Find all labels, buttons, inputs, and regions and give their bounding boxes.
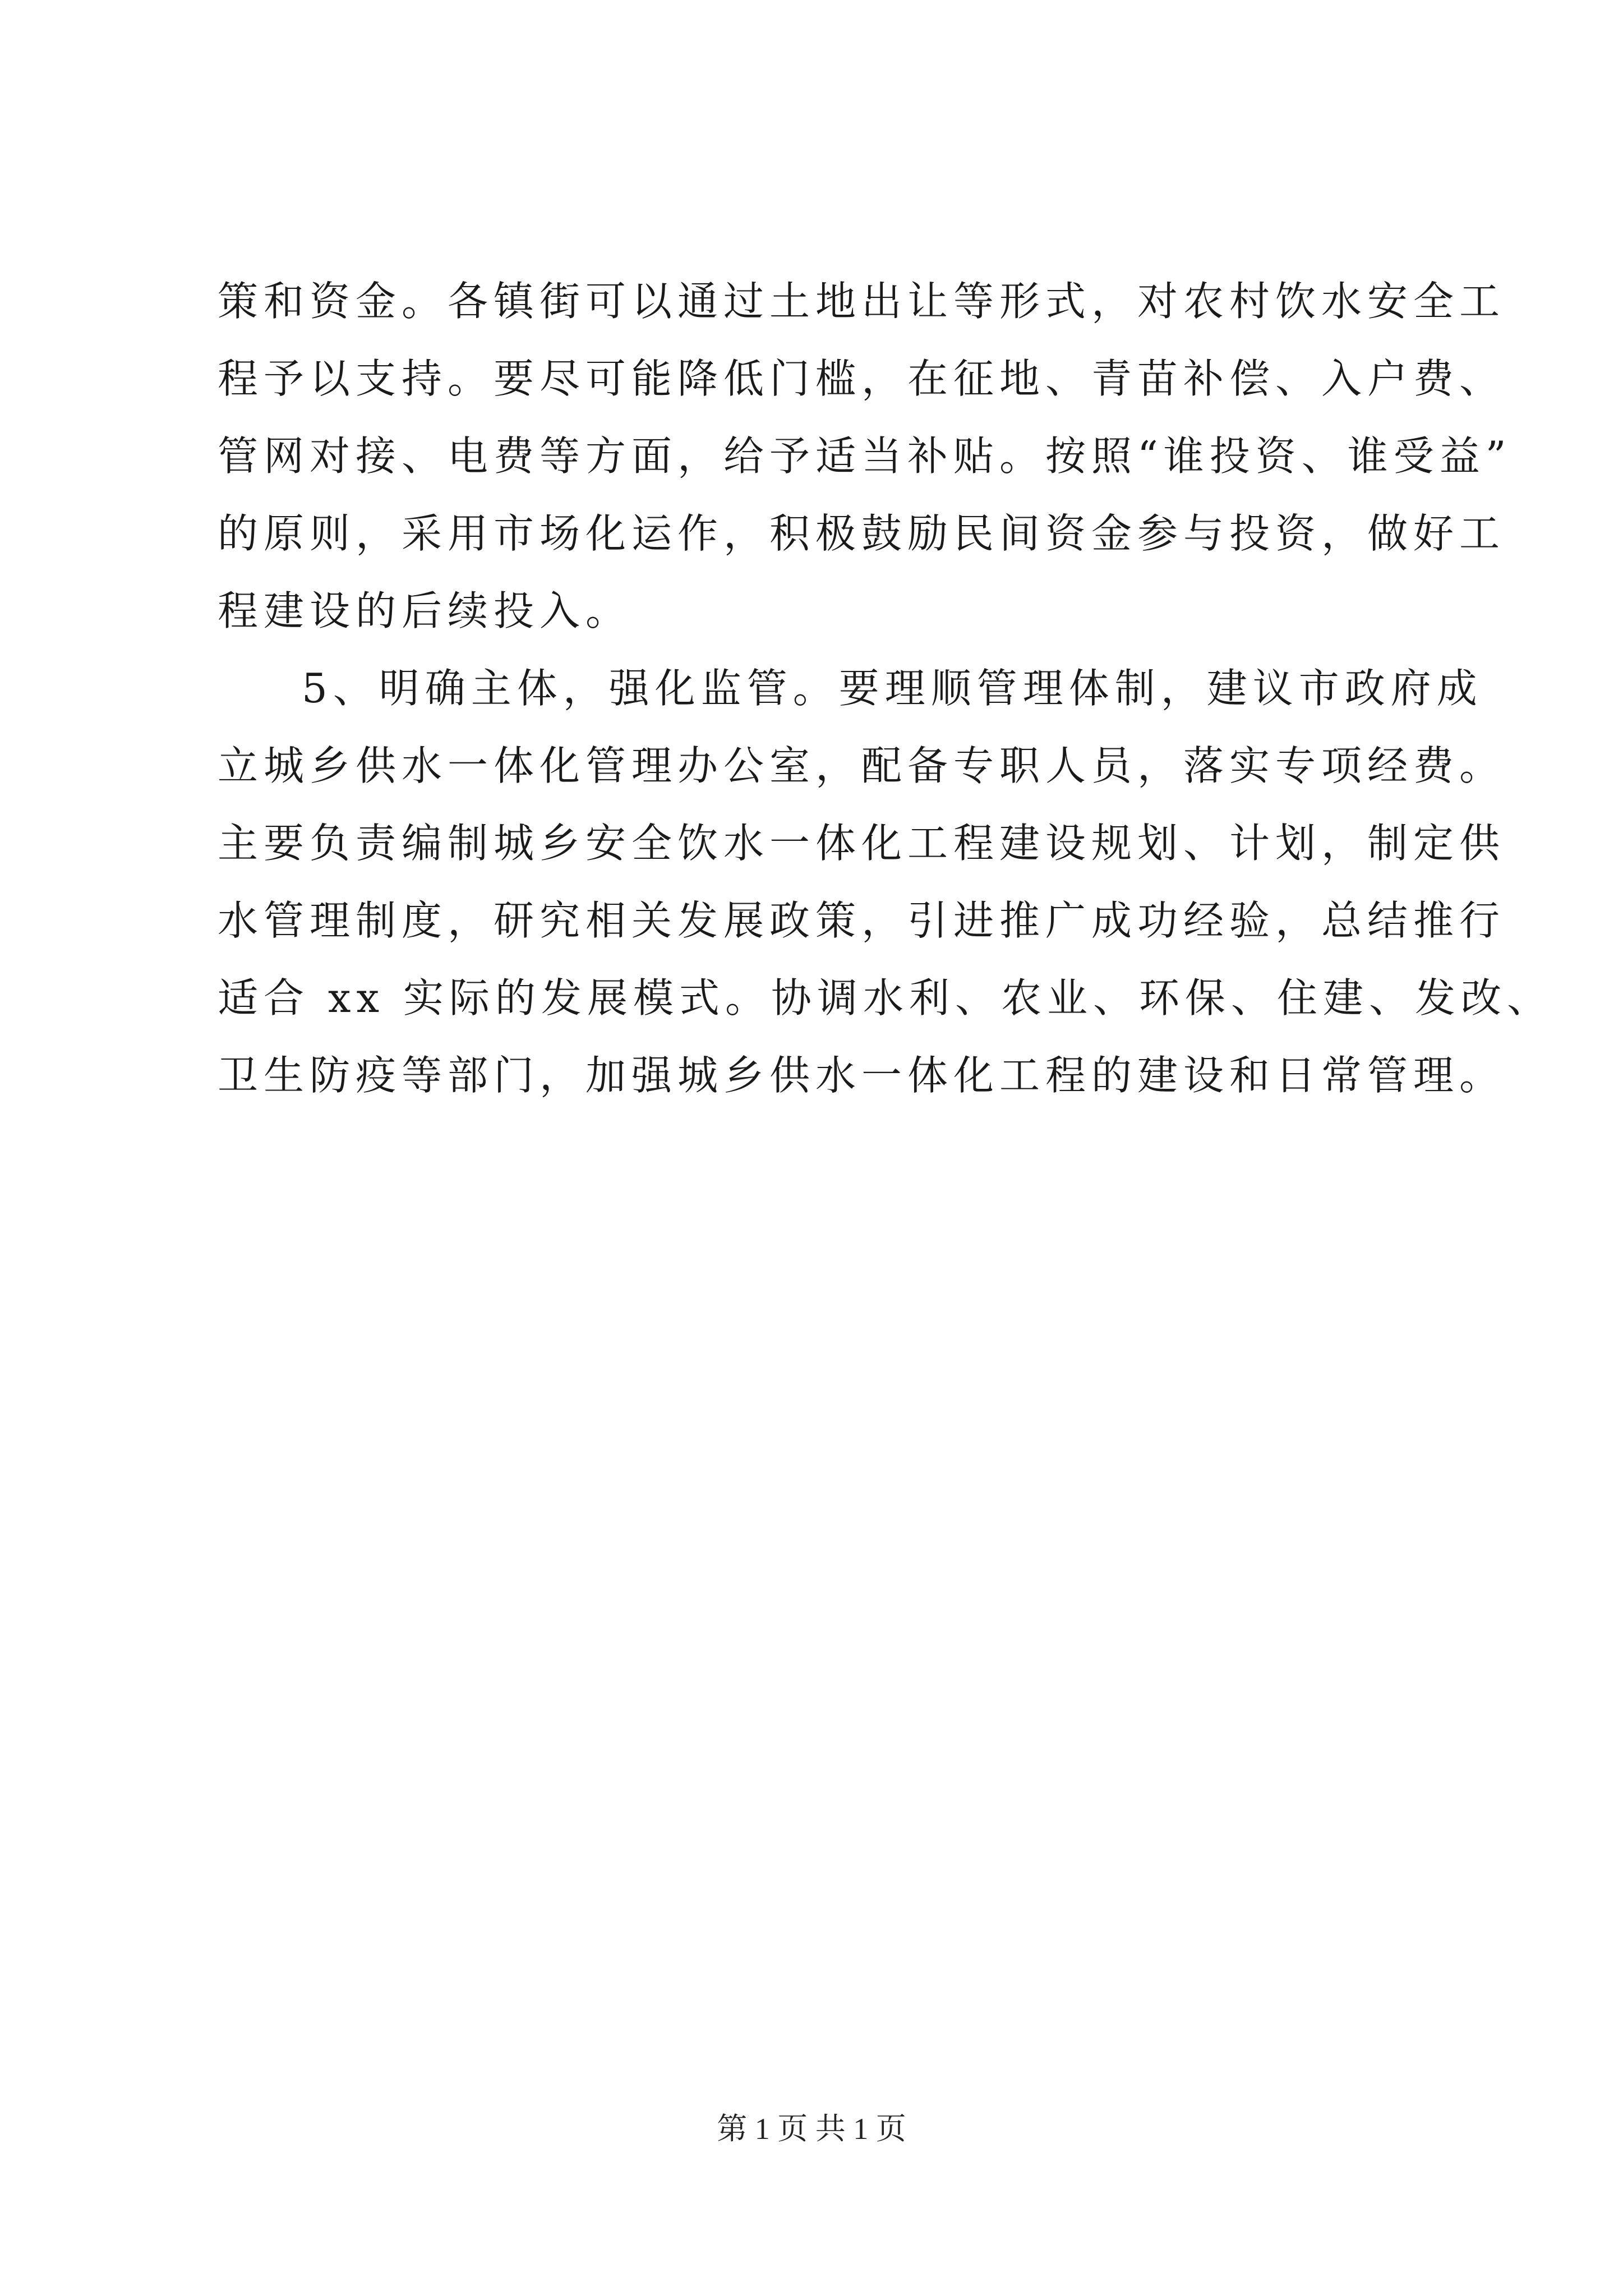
paragraph-funding <box>218 263 1512 650</box>
text-line: 5、明确主体，强化监管。要理顺管理体制，建议市政府成 <box>302 665 1483 712</box>
text-line: 的原则，采用市场化运作，积极鼓励民间资金参与投资，做好工 <box>218 510 1506 557</box>
text-line: 策和资金。各镇街可以通过土地出让等形式，对农村饮水安全工 <box>218 278 1506 325</box>
text-line: 卫生防疫等部门，加强城乡供水一体化工程的建设和日常管理。 <box>218 1052 1506 1099</box>
text-line: 程予以支持。要尽可能降低门槛，在征地、青苗补偿、入户费、 <box>218 355 1506 402</box>
text-line: 适合 xx 实际的发展模式。协调水利、农业、环保、住建、发改、 <box>218 974 1553 1022</box>
text-line: 立城乡供水一体化管理办公室，配备专职人员，落实专项经费。 <box>218 742 1506 789</box>
text-line: 主要负责编制城乡安全饮水一体化工程建设规划、计划，制定供 <box>218 820 1506 867</box>
text-line: 水管理制度，研究相关发展政策，引进推广成功经验，总结推行 <box>218 897 1506 944</box>
document-body <box>218 263 1553 1114</box>
page-number-footer: 第 1 页 共 1 页 <box>717 2112 906 2146</box>
text-line: 程建设的后续投入。 <box>218 587 632 634</box>
text-line: 管网对接、电费等方面，给予适当补贴。按照“谁投资、谁受益” <box>218 432 1512 480</box>
paragraph-supervision <box>218 650 1553 1114</box>
